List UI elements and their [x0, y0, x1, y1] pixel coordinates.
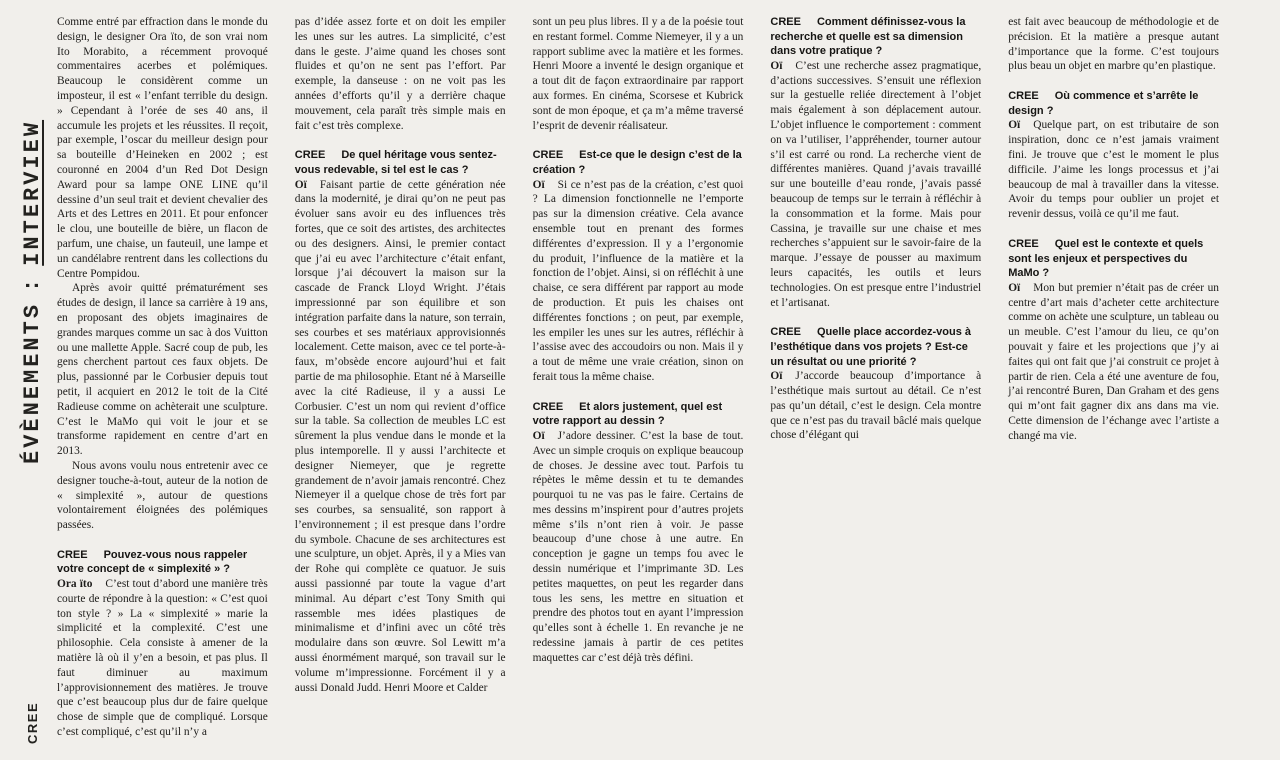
paragraph: Après avoir quitté prématurément ses études de design, il lance sa carrière à 19 ans, en proposant des objets imaginaires de grandes marques comme un sac à dos Vuitton ou une mallette Apple. Sacré coup de pub, les gens cherchent partout ces faux objets. De plus, passionné par le Corbusier depuis tout petit, il acquiert en 2012 le toit de la Cité Radieuse comme on achèterait une sculpture. C’est le MaMo qui voit le jour et se transforme rapidement en centre d’art en 2013. — [57, 282, 268, 458]
answer-text: C’est tout d’abord une manière très courte de répondre à la question: « C’est quoi ton style ? » La « simplexité » marie la simplicité et la complexité. C’est une philosophie. Cela consiste à amener de la matière là où il y’en a besoin, et pas plus. Il faut diminuer au maximum l’approvisionnement des matières. Je trouve que c’est beaucoup plus dur de faire quelque chose de simple que de compliqué. Lorsque c’est compliqué, c’est qu’il n’y a — [57, 578, 268, 739]
speaker-label: Oï — [532, 429, 545, 442]
page-type-label: INTERVIEW — [20, 119, 45, 266]
speaker-label: Oï — [1008, 119, 1021, 132]
question-text: Où commence et s’arrête le design ? — [1008, 90, 1199, 117]
interviewer-label: CREE — [1008, 90, 1039, 103]
question-text: Est-ce que le design c’est de la création ? — [532, 149, 742, 176]
interview-question — [1008, 237, 1219, 281]
interview-answer — [1008, 118, 1219, 222]
interview-answer — [770, 369, 981, 443]
article-column — [533, 15, 744, 757]
speaker-label: Oï — [532, 178, 545, 191]
question-text: Comment définissez-vous la recherche et quelle est sa dimension dans votre pratique ? — [770, 16, 966, 58]
interviewer-label: CREE — [1008, 237, 1039, 250]
speaker-label: Oï — [294, 178, 307, 191]
article-column — [295, 15, 506, 757]
question-text: Pouvez-vous nous rappeler votre concept de « simplexité » ? — [57, 548, 248, 576]
question-text: Quel est le contexte et quels sont les enjeux et perspectives du MaMo ? — [1008, 237, 1204, 280]
paragraph: sont un peu plus libres. Il y a de la poésie tout en restant formel. Comme Niemeyer, il y a un rapport sublime avec la matière et les formes. Henri Moore a inventé le design organique et a tout dit de façon extraordinaire par rapport aux formes. En cinéma, Scorsese et Kubrick sont de mon époque, et ça m’a même traversé l’esprit de devenir réalisateur. — [532, 16, 744, 132]
answer-text: Mon but premier n’était pas de créer un centre d’art mais d’acheter cette architecture comme on achète une sculpture, un tableau ou un meuble. C’est l’amour du lieu, ce qu’on pouvait y faire et les projections que j’y ai faites qui ont fait que j’ai construit ce projet à partir de rien. Cela a été une aventure de fou, j’ai rencontré Buren, Dan Graham et des gens qui m’ont fait gagner dix ans dans ma vie. Cette dimension de l’échange avec l’artiste a changé ma vie. — [1008, 281, 1219, 442]
interviewer-label: CREE — [770, 16, 801, 28]
paragraph: est fait avec beaucoup de méthodologie et de précision. Et la matière a presque autant d’importance que la forme. C’est toujours plus beau un objet en marbre qu’en plastique. — [1008, 16, 1219, 73]
question-text: De quel héritage vous sentez-vous redevable, si tel est le cas ? — [294, 149, 497, 176]
interviewer-label: CREE — [57, 548, 88, 561]
answer-text: J’adore dessiner. C’est la base de tout. Avec un simple croquis on explique beaucoup de choses. Je dessine avec tout. Parfois tu répètes le même dessin et tu te demandes pourquoi tu ne vas pas le faire. Certains de mes dessins m’inspirent pour d’autres projets même s’ils n’ont rien à voir. Je passe beaucoup d’une chose à une autre. En conception je gagne un temps fou avec le dessin numérique et l’imprimante 3D. Les petites maquettes, on peut les regarder dans tous les sens, les mettre en situation et prendre des photos tout en ayant l’impression qu’elles sont à échelle 1. En revanche je ne redessine jamais à partir de ces petites maquettes car c’est déjà très défini. — [532, 429, 744, 664]
interview-answer — [1008, 281, 1219, 444]
speaker-label: Oï — [1008, 281, 1021, 294]
interview-question — [533, 148, 744, 177]
interview-question — [770, 325, 981, 369]
question-text: Et alors justement, quel est votre rapport au dessin ? — [532, 400, 723, 428]
section-label — [20, 120, 45, 464]
article-columns — [57, 15, 1219, 757]
interview-answer — [295, 178, 506, 696]
answer-text: Quelque part, on est tributaire de son inspiration, donc ce n’est jamais vraiment fini. Je trouve que c’est le moment le plus difficile. J’aime les longs processus et j’ai beaucoup de mal à travailler dans la vitesse. Avoir du temps pour oublier un projet et revenir dessus, voilà ce qu’il me faut. — [1008, 119, 1219, 221]
answer-text: Si ce n’est pas de la création, c’est quoi ? La dimension fonctionnelle ne l’emporte pas sur la dimension créative. Cela avance ensemble tout en prenant des formes différentes d’expression. Il y a l’ergonomie du produit, l’influence de la matière et la fonction de l’objet. Ainsi, si on réfléchit à une chaise, ce sera différent par rapport au mode de production. Et puis les chaises ont différentes fonctions ; on peut, par exemple, les empiler les unes sur les autres, réfléchir à l’assise avec des accoudoirs ou non. Mais il y a tout de même une vraie création, sinon on ferait tous la même chaise. — [532, 178, 744, 383]
interview-question — [770, 15, 981, 59]
answer-text: C’est une recherche assez pragmatique, d’actions successives. S’ensuit une réflexion sur la gestuelle reliée directement à l’objet mais également à son déplacement autour. L’objet influence le comportement : comment on va l’utiliser, l’appréhender, tourner autour s’il est carré ou rond. La recherche vient de différentes manières. Quand j’avais travaillé sur une bouteille d’eau ronde, j’avais passé beaucoup de temps sur le terrain à réfléchir à la consommation et la forme. Mais pour Cassina, je travaille sur une chaise et mes recherches s’appuient sur le savoir-faire de la marque. J’essaye de pousser au maximum leurs capacités, les outils et leurs technologies. On est presque entre l’industriel et l’artisanat. — [770, 59, 982, 309]
paragraph: Nous avons voulu nous entretenir avec ce designer touche-à-tout, auteur de la notion de « simplexité », autour de questions volontairement éloignées des polémiques passées. — [57, 459, 268, 532]
interview-question — [1008, 89, 1219, 118]
interview-answer — [533, 178, 744, 385]
section-name: ÉVÈNEMENTS — [20, 301, 45, 464]
paragraph: Comme entré par effraction dans le monde du design, le designer Ora ïto, de son vrai nom Ito Morabito, a récemment provoqué commentaires acerbes et polémiques. Beaucoup le considèrent comme un imposteur, il est « l’enfant terrible du design. » Cependant à l’orée de ses 40 ans, il accumule les projets et les réussites. Il reçoit, par exemple, l’oscar du meilleur design pour sa bouteille d’Heineken en 2002 ; est couronné en 2004 d’un Red Dot Design Award pour sa lampe ONE LINE qu’il dessine d’un seul trait et devient chevalier des Arts et des Lettres en 2011. Et pour enfoncer le clou, une bouteille de bière, un flacon de parfum, une chaise, un fauteuil, une lampe et un candélabre rentrent dans les collections du Centre Pompidou. — [57, 16, 268, 280]
interview-answer — [533, 429, 744, 666]
interview-question — [533, 400, 744, 429]
interview-question — [57, 548, 268, 577]
speaker-label: Oï — [770, 370, 783, 383]
article-column — [57, 15, 268, 757]
question-text: Quelle place accordez-vous à l’esthétique dans vos projets ? Est-ce un résultat ou une priorité ? — [770, 326, 972, 368]
section-separator: : — [20, 275, 45, 292]
answer-text: J’accorde beaucoup d’importance à l’esthétique mais surtout au détail. Ce n’est pas qu’un détail, c’est le design. Cela montre que ce n’est pas du travail bâclé mais quelque chose d’élégant qui — [770, 370, 982, 442]
interview-answer — [770, 59, 981, 311]
interviewer-label: CREE — [532, 149, 564, 162]
answer-text: Faisant partie de cette génération née dans la modernité, je dirai qu’on ne peut pas évoluer sans avoir eu des influences très fortes, que ce soit des artistes, des architectes ou des designers. Ainsi, le premier contact que j’ai eu avec l’architecture c’était enfant, lorsque j’ai découvert la maison sur la cascade de Franck Lloyd Wright. J’étais impressionné par son équilibre et son intégration parfaite dans la nature, son terrain, ses courbes et ses matériaux approvisionnés localement. Cette maison, avec ce tel porte-à-faux, m’obsède encore aujourd’hui et fait partie de ma philosophie. Etant né à Marseille avec la cité Radieuse, il y a aussi Le Corbusier. C’est un nom qui revient d’office sur la table. Sa collection de meubles LC est sûrement la plus vendue dans le monde et la plus intemporelle. Il y aussi l’architecte et designer Niemeyer, que je regrette grandement de n’avoir jamais rencontré. Chez Niemeyer il a quelque chose de très fort par ses courbes, sa sensualité, son rapport à l’environnement ; il est presque dans l’ordre du symbole. Chacune de ses architectures est une sculpture, un objet. Après, il y a Mies van der Rohe qui complète ce quatuor. Je suis aussi passionné par toute la vague d’art minimal. Au départ c’est Tony Smith qui rassemble mes idées plastiques de minimalisme et d’infini avec un côté très modulaire dans son œuvre. Sol Lewitt m’a aussi énormément marqué, son travail sur le volume m’impressionne. Forcément il y a aussi Donald Judd. Henri Moore et Calder — [294, 178, 506, 694]
magazine-brand: CREE — [25, 701, 40, 744]
interviewer-label: CREE — [770, 326, 801, 339]
article-column — [770, 15, 981, 757]
interview-answer — [57, 577, 268, 740]
article-column — [1008, 15, 1219, 757]
speaker-label: Ora ïto — [57, 578, 93, 591]
interviewer-label: CREE — [532, 400, 564, 413]
speaker-label: Oï — [770, 59, 783, 72]
interview-question — [295, 148, 506, 177]
paragraph: pas d’idée assez forte et on doit les empiler les unes sur les autres. La simplicité, c’est dans le geste. J’aime quand les choses sont fluides et qu’on ne sent pas l’effort. Par exemple, la danseuse : on ne voit pas les années d’efforts qu’il y a derrière chaque mouvement, cela paraît très simple mais en fait c’est très complexe. — [294, 16, 506, 132]
interviewer-label: CREE — [294, 149, 326, 162]
